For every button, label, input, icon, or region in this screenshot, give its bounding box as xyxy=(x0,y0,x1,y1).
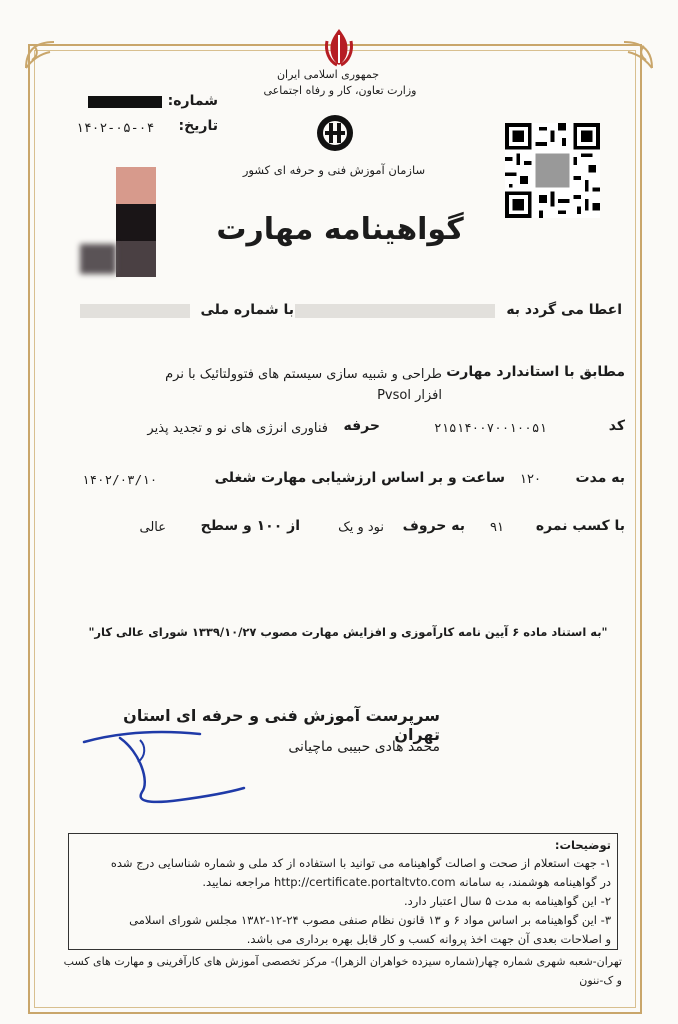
notes-box xyxy=(68,833,618,950)
notes-heading: توضیحات: xyxy=(554,838,611,852)
level-value: عالی xyxy=(139,520,166,535)
in-words-label: به حروف xyxy=(402,518,465,534)
ministry-line: وزارت تعاون، کار و رفاه اجتماعی xyxy=(263,84,417,97)
in-words-value: نود و یک xyxy=(338,520,384,535)
legal-basis: "به استناد ماده ۶ آیین نامه کارآموزی و افزایش مهارت مصوب ۱۳۳۹/۱۰/۲۷ شورای عالی کار" xyxy=(88,625,608,639)
redacted-national-id xyxy=(80,304,190,318)
corner-ornament-icon xyxy=(604,40,654,70)
handwritten-signature xyxy=(80,712,250,812)
footer-line-2: و ک-ننون xyxy=(579,974,622,987)
trade-label: حرفه xyxy=(343,418,380,434)
redacted-name xyxy=(295,304,495,318)
redacted-photo-blur xyxy=(80,244,116,274)
redacted-number xyxy=(88,96,162,108)
signatory-name: محمد هادی حبیبی ماچیانی xyxy=(288,739,440,755)
code-value: ۲۱۵۱۴۰۰۷۰۰۱۰۰۵۱ xyxy=(434,420,547,435)
qr-code-icon xyxy=(505,123,600,218)
standard-value-line2: افزار Pvsol xyxy=(377,388,442,403)
republic-line: جمهوری اسلامی ایران xyxy=(276,68,380,81)
code-label: کد xyxy=(608,418,625,434)
notes-line-1: ۱- جهت استعلام از صحت و اصالت گواهینامه می توانید با استفاده از کد ملی و شماره شناسایی درج شده xyxy=(110,856,611,870)
certificate-title: گواهینامه مهارت xyxy=(216,212,464,247)
iran-emblem-icon xyxy=(319,25,359,69)
redacted-photo xyxy=(116,167,156,277)
notes-line-4: ۳- این گواهینامه بر اساس مواد ۶ و ۱۳ قانون نظام صنفی مصوب ۲۴-۱۲-۱۳۸۲ مجلس شورای اسلامی xyxy=(129,913,611,927)
assessment-date: ۱۴۰۲/۰۳/۱۰ xyxy=(82,472,158,487)
duration-label: به مدت xyxy=(575,470,625,486)
hours-assessment-label: ساعت و بر اساس ارزشیابی مهارت شغلی xyxy=(214,470,505,486)
granted-to-label: اعطا می گردد به xyxy=(506,302,622,318)
trade-value: فناوری انرژی های نو و تجدید پذیر xyxy=(147,421,328,436)
standard-label: مطابق با استاندارد مهارت xyxy=(446,364,625,380)
out-of-label: از ۱۰۰ و سطح xyxy=(200,518,300,534)
notes-line-2: در گواهینامه هوشمند، به سامانه http://certificate.portaltvto.com مراجعه نمایید. xyxy=(202,875,611,889)
national-id-label: با شماره ملی xyxy=(200,302,294,318)
number-label: شماره: xyxy=(167,93,218,109)
tvto-logo-icon xyxy=(315,113,355,153)
notes-line-5: و اصلاحات بعدی آن جهت اخذ پروانه کسب و کار قابل بهره برداری می باشد. xyxy=(246,932,611,946)
date-label: تاریخ: xyxy=(178,118,218,134)
date-value: ۱۴۰۲-۰۵-۰۴ xyxy=(76,121,155,136)
corner-ornament-icon xyxy=(24,40,74,70)
organization-line: سازمان آموزش فنی و حرفه ای کشور xyxy=(242,163,426,177)
score-value: ۹۱ xyxy=(490,520,504,535)
duration-value: ۱۲۰ xyxy=(520,472,541,487)
score-label: با کسب نمره xyxy=(535,518,625,534)
signatory-position: سرپرست آموزش فنی و حرفه ای استان تهران xyxy=(123,706,440,744)
footer-line-1: تهران-شعبه شهری شماره چهار(شماره سیزده خواهران الزهرا)- مرکز تخصصی آموزش های کارآفرینی و مهارت های کسب xyxy=(63,955,622,968)
notes-line-3: ۲- این گواهینامه به مدت ۵ سال اعتبار دارد. xyxy=(404,894,611,908)
standard-value-line1: طراحی و شبیه سازی سیستم های فتوولتائیک با نرم xyxy=(165,367,442,382)
